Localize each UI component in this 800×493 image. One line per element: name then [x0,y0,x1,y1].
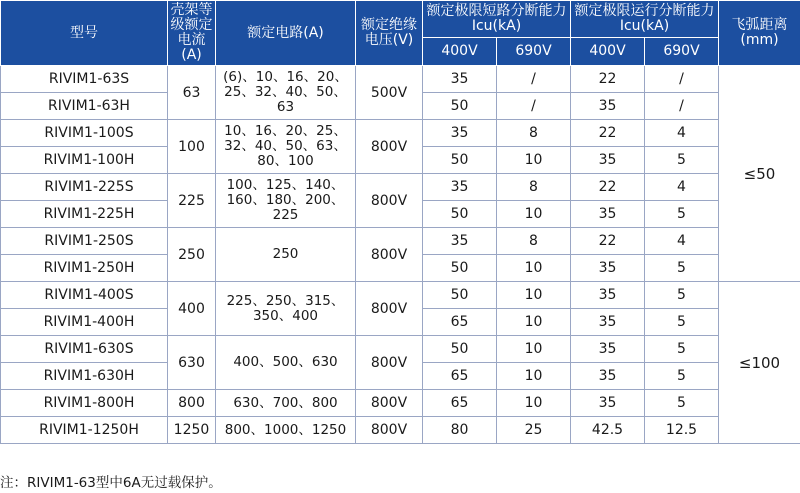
table-row-model: RIVIM1-630H [1,363,168,390]
table-row-model: RIVIM1-225H [1,201,168,228]
icu-400v-cell: 50 [423,282,497,309]
ics-690v-cell: 5 [645,201,719,228]
icu-400v-cell: 80 [423,417,497,444]
table-row-model: RIVIM1-630S [1,336,168,363]
icu-690v-cell: 10 [497,336,571,363]
ics-690v-cell: 5 [645,336,719,363]
ics-690v-cell: / [645,93,719,120]
table-row-model: RIVIM1-250S [1,228,168,255]
header-icu-400v: 400V [423,38,497,66]
arc-distance-cell: ≤50 [719,66,800,282]
table-row-model: RIVIM1-800H [1,390,168,417]
ics-400v-cell: 35 [571,93,645,120]
table-row-model: RIVIM1-400H [1,309,168,336]
ics-400v-cell: 35 [571,363,645,390]
rated-current-cell: 250 [216,228,356,282]
rated-voltage-cell: 800V [356,390,423,417]
table-row-model: RIVIM1-63H [1,93,168,120]
ics-400v-cell: 22 [571,228,645,255]
icu-400v-cell: 35 [423,174,497,201]
rated-voltage-cell: 800V [356,228,423,282]
icu-400v-cell: 35 [423,228,497,255]
icu-690v-cell: 10 [497,282,571,309]
table-row-model: RIVIM1-100S [1,120,168,147]
header-ics-690v: 690V [645,38,719,66]
frame-current-cell: 63 [168,66,216,120]
ics-690v-cell: 4 [645,228,719,255]
ics-400v-cell: 22 [571,120,645,147]
icu-690v-cell: 10 [497,255,571,282]
rated-current-cell: (6)、10、16、20、25、32、40、50、63 [216,66,356,120]
rated-voltage-cell: 800V [356,120,423,174]
rated-current-cell: 10、16、20、25、32、40、50、63、80、100 [216,120,356,174]
table-row-model: RIVIM1-250H [1,255,168,282]
frame-current-cell: 1250 [168,417,216,444]
table-row-model: RIVIM1-400S [1,282,168,309]
icu-400v-cell: 65 [423,309,497,336]
icu-400v-cell: 50 [423,201,497,228]
icu-400v-cell: 35 [423,66,497,93]
ics-400v-cell: 22 [571,66,645,93]
ics-690v-cell: 12.5 [645,417,719,444]
icu-690v-cell: 10 [497,201,571,228]
rated-current-cell: 630、700、800 [216,390,356,417]
ics-400v-cell: 35 [571,201,645,228]
icu-690v-cell: 8 [497,174,571,201]
icu-690v-cell: 10 [497,309,571,336]
header-model: 型号 [1,1,168,66]
icu-690v-cell: 10 [497,147,571,174]
icu-400v-cell: 50 [423,147,497,174]
header-icu: 额定极限短路分断能力Icu(kA) [423,1,571,38]
table-row-model: RIVIM1-225S [1,174,168,201]
frame-current-cell: 630 [168,336,216,390]
ics-400v-cell: 35 [571,309,645,336]
table-row-model: RIVIM1-63S [1,66,168,93]
icu-690v-cell: / [497,66,571,93]
table-row-model: RIVIM1-100H [1,147,168,174]
icu-690v-cell: 10 [497,363,571,390]
frame-current-cell: 225 [168,174,216,228]
icu-400v-cell: 65 [423,363,497,390]
ics-400v-cell: 35 [571,282,645,309]
rated-voltage-cell: 800V [356,417,423,444]
header-arc-distance: 飞弧距离(mm) [719,1,800,66]
icu-690v-cell: 8 [497,228,571,255]
rated-current-cell: 400、500、630 [216,336,356,390]
ics-690v-cell: 4 [645,120,719,147]
icu-690v-cell: 10 [497,390,571,417]
table-row-model: RIVIM1-1250H [1,417,168,444]
ics-690v-cell: 5 [645,282,719,309]
rated-current-cell: 100、125、140、160、180、200、225 [216,174,356,228]
header-frame-current: 壳架等级额定电流(A) [168,1,216,66]
header-icu-690v: 690V [497,38,571,66]
ics-400v-cell: 35 [571,390,645,417]
icu-400v-cell: 50 [423,255,497,282]
header-ics: 额定极限运行分断能力Icu(kA) [571,1,719,38]
footnote: 注：RIVIM1-63型中6A无过载保护。 [0,475,222,491]
icu-400v-cell: 65 [423,390,497,417]
rated-voltage-cell: 500V [356,66,423,120]
ics-690v-cell: 5 [645,363,719,390]
icu-690v-cell: 25 [497,417,571,444]
header-ics-400v: 400V [571,38,645,66]
ics-690v-cell: 5 [645,255,719,282]
header-rated-voltage: 额定绝缘电压(V) [356,1,423,66]
ics-690v-cell: 5 [645,309,719,336]
frame-current-cell: 100 [168,120,216,174]
icu-400v-cell: 35 [423,120,497,147]
ics-400v-cell: 35 [571,336,645,363]
rated-current-cell: 800、1000、1250 [216,417,356,444]
arc-distance-cell: ≤100 [719,282,800,444]
icu-690v-cell: / [497,93,571,120]
ics-400v-cell: 35 [571,255,645,282]
rated-voltage-cell: 800V [356,174,423,228]
frame-current-cell: 400 [168,282,216,336]
icu-690v-cell: 8 [497,120,571,147]
rated-current-cell: 225、250、315、350、400 [216,282,356,336]
header-rated-current: 额定电路(A) [216,1,356,66]
rated-voltage-cell: 800V [356,282,423,336]
ics-400v-cell: 35 [571,147,645,174]
ics-400v-cell: 22 [571,174,645,201]
icu-400v-cell: 50 [423,93,497,120]
rated-voltage-cell: 800V [356,336,423,390]
ics-400v-cell: 42.5 [571,417,645,444]
ics-690v-cell: 5 [645,390,719,417]
ics-690v-cell: / [645,66,719,93]
ics-690v-cell: 5 [645,147,719,174]
icu-400v-cell: 50 [423,336,497,363]
frame-current-cell: 800 [168,390,216,417]
ics-690v-cell: 4 [645,174,719,201]
frame-current-cell: 250 [168,228,216,282]
